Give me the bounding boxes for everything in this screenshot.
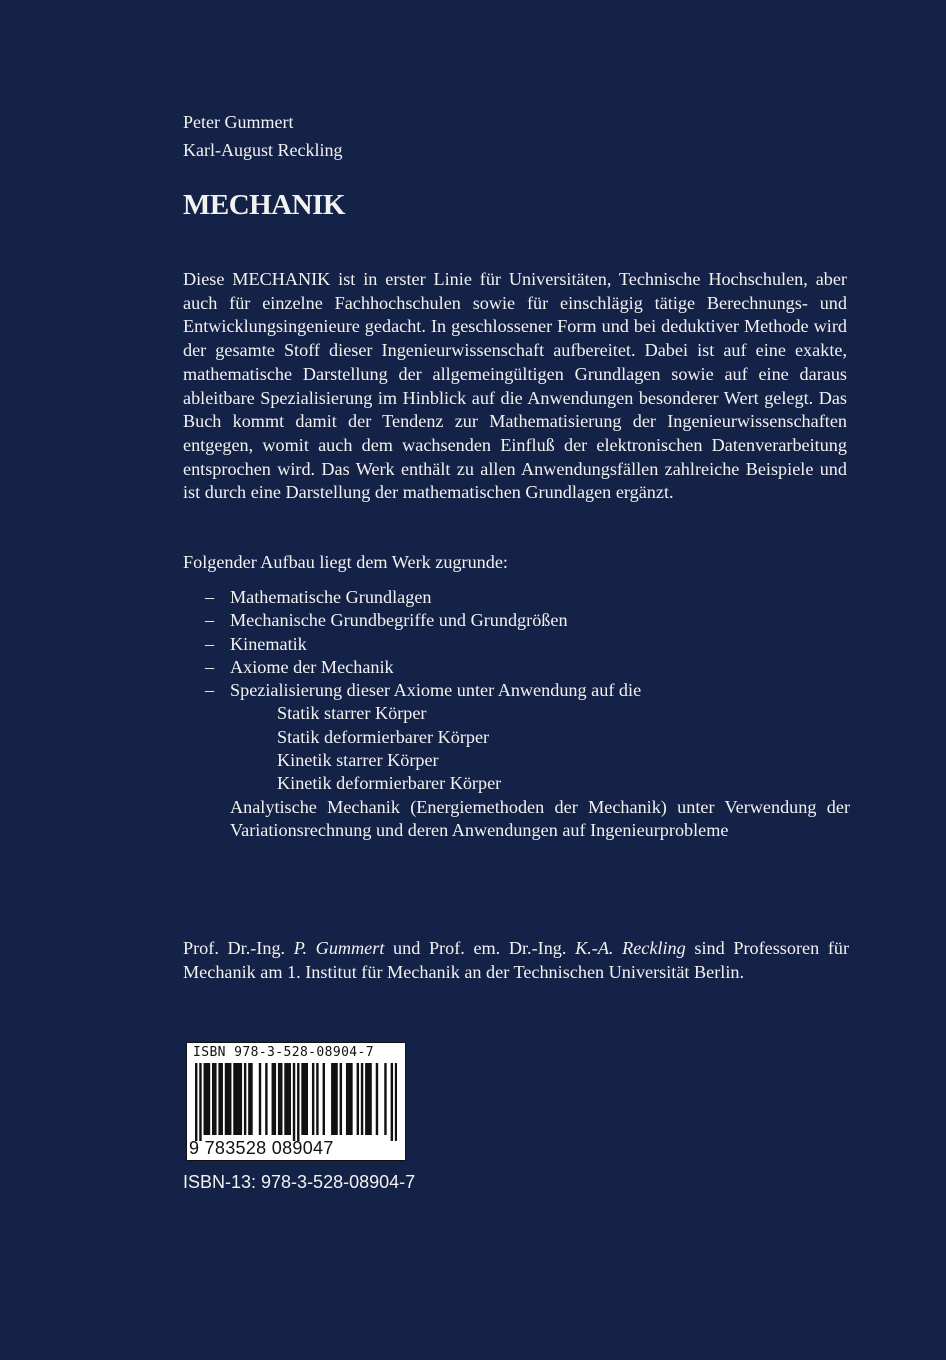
structure-item: [205, 679, 865, 702]
barcode-bar: [229, 1063, 231, 1135]
dash-bullet: –: [205, 587, 215, 607]
structure-item-label: Mathematische Grundlagen: [230, 587, 432, 607]
barcode-bar: [301, 1063, 303, 1135]
barcode-bar: [272, 1063, 274, 1135]
barcode-bar: [199, 1063, 201, 1141]
barcode-bar: [297, 1063, 299, 1141]
dash-bullet: –: [205, 680, 215, 701]
barcode-bar: [259, 1063, 261, 1135]
barcode-bar: [214, 1063, 216, 1135]
barcode-isbn-label: ISBN 978-3-528-08904-7: [193, 1045, 374, 1060]
barcode-bar: [240, 1063, 242, 1135]
structure-subitem: Statik starrer Körper: [277, 703, 427, 724]
barcode-bar: [350, 1063, 352, 1135]
barcode-bar: [250, 1063, 252, 1135]
barcode-bar: [238, 1063, 240, 1135]
barcode-bar: [235, 1063, 237, 1135]
isbn-13: ISBN-13: 978-3-528-08904-7: [183, 1172, 416, 1192]
dash-bullet: –: [205, 656, 215, 677]
barcode-bar: [384, 1063, 386, 1135]
barcode-bar: [225, 1063, 227, 1135]
barcode-bar: [293, 1063, 295, 1141]
barcode-bar: [248, 1063, 250, 1135]
barcode-bar: [227, 1063, 229, 1135]
structure-item-label: Spezialisierung dieser Axiome unter Anwendung auf die: [230, 680, 642, 701]
structure-item: [205, 609, 865, 632]
barcode-bar: [376, 1063, 378, 1135]
barcode-bar: [206, 1063, 208, 1135]
structure-item: [205, 656, 865, 679]
barcode-bar: [278, 1063, 280, 1135]
barcode-bar: [361, 1063, 363, 1135]
barcode-bar: [369, 1063, 371, 1135]
barcode-bar: [218, 1063, 220, 1135]
barcode-bar: [204, 1063, 206, 1135]
barcode-bar: [357, 1063, 359, 1135]
book-description: Diese MECHANIK ist in erster Linie für Universitäten, Technische Hochschulen, aber auch für einzelne Fachhochschulen sowie für einschlägig tätige Berechnungs- und Entwicklungsingenieure gedacht. In geschlossener Form und bei deduktiver Methode wird der gesamte Stoff dieser Ingenieurwissenschaft aufbereitet. Dabei ist auf eine exakte, mathematische Darstellung der allgemeingültigen Grundlagen sowie auf eine daraus ableitbare Spezialisierung im Hinblick auf die Anwendungen besonderer Wert gelegt. Das Buch kommt damit der Tendenz zur Mathematisierung der Ingenieurwissenschaften entgegen, womit auch dem wachsenden Einfluß der elektronischen Datenverarbeitung entsprochen wird. Das Werk enthält zu allen Anwendungsfällen zahlreiche Beispiele und ist durch eine Darstellung der mathematischen Grundlagen ergänzt.: [183, 269, 847, 503]
barcode-bar: [195, 1063, 197, 1141]
barcode-bar: [367, 1063, 369, 1135]
barcode-bar: [323, 1063, 325, 1135]
isbn-barcode: [186, 1042, 406, 1161]
barcode-bar: [208, 1063, 210, 1135]
bio-middle: und Prof. em. Dr.-Ing.: [393, 938, 567, 958]
bio-suffix: sind Professoren für Mechanik am 1. Institut für Mechanik an der Technischen Universität Berlin.: [183, 938, 850, 982]
structure-intro: Folgender Aufbau liegt dem Werk zugrunde:: [183, 552, 508, 572]
structure-item: [205, 586, 865, 609]
author-name: Karl-August Reckling: [183, 140, 343, 160]
barcode-bar: [280, 1063, 282, 1135]
barcode-bar: [348, 1063, 350, 1135]
barcode-bar: [306, 1063, 308, 1135]
barcode-bar: [274, 1063, 276, 1135]
bio-prefix: Prof. Dr.-Ing.: [183, 938, 286, 958]
barcode-bar: [333, 1063, 335, 1135]
bio-author-2: K.-A. Reckling: [575, 938, 686, 958]
dash-bullet: –: [205, 633, 215, 654]
structure-item-label: Axiome der Mechanik: [230, 656, 394, 677]
barcode-bar: [265, 1063, 267, 1135]
structure-subitem: Kinetik deformierbarer Körper: [277, 773, 502, 794]
barcode-bar: [395, 1063, 397, 1141]
barcode-bar: [391, 1063, 393, 1141]
barcode-bar: [335, 1063, 337, 1135]
bio-author-1: P. Gummert: [293, 938, 385, 958]
structure-item-label: Mechanische Grundbegriffe und Grundgrößen: [230, 610, 568, 631]
barcode-bar: [233, 1063, 235, 1135]
barcode-bar: [289, 1063, 291, 1135]
barcode-bars: [195, 1063, 397, 1141]
structure-item-label: Kinematik: [230, 633, 307, 654]
barcode-bar: [316, 1063, 318, 1135]
structure-item: [205, 633, 865, 656]
barcode-bar: [286, 1063, 288, 1135]
barcode-bar: [221, 1063, 223, 1135]
barcode-bar: [212, 1063, 214, 1135]
barcode-bar: [312, 1063, 314, 1135]
dash-bullet: –: [205, 610, 215, 631]
barcode-digits: 9 783528 089047: [189, 1138, 334, 1158]
barcode-bar: [244, 1063, 246, 1135]
barcode-bar: [284, 1063, 286, 1135]
structure-final-item: Analytische Mechanik (Energiemethoden der Mechanik) unter Verwendung der Variationsrechnung und deren Anwendungen auf Ingenieurprobleme: [230, 796, 850, 841]
barcode-bar: [346, 1063, 348, 1135]
book-title: MECHANIK: [183, 189, 345, 221]
barcode-bar: [340, 1063, 342, 1135]
structure-subitem: Kinetik starrer Körper: [277, 750, 439, 771]
barcode-bar: [303, 1063, 305, 1135]
author-name: Peter Gummert: [183, 112, 294, 132]
barcode-bar: [331, 1063, 333, 1135]
barcode-bar: [365, 1063, 367, 1135]
author-bio: [183, 936, 849, 984]
structure-list: [205, 586, 865, 843]
structure-subitem: Statik deformierbarer Körper: [277, 726, 490, 747]
